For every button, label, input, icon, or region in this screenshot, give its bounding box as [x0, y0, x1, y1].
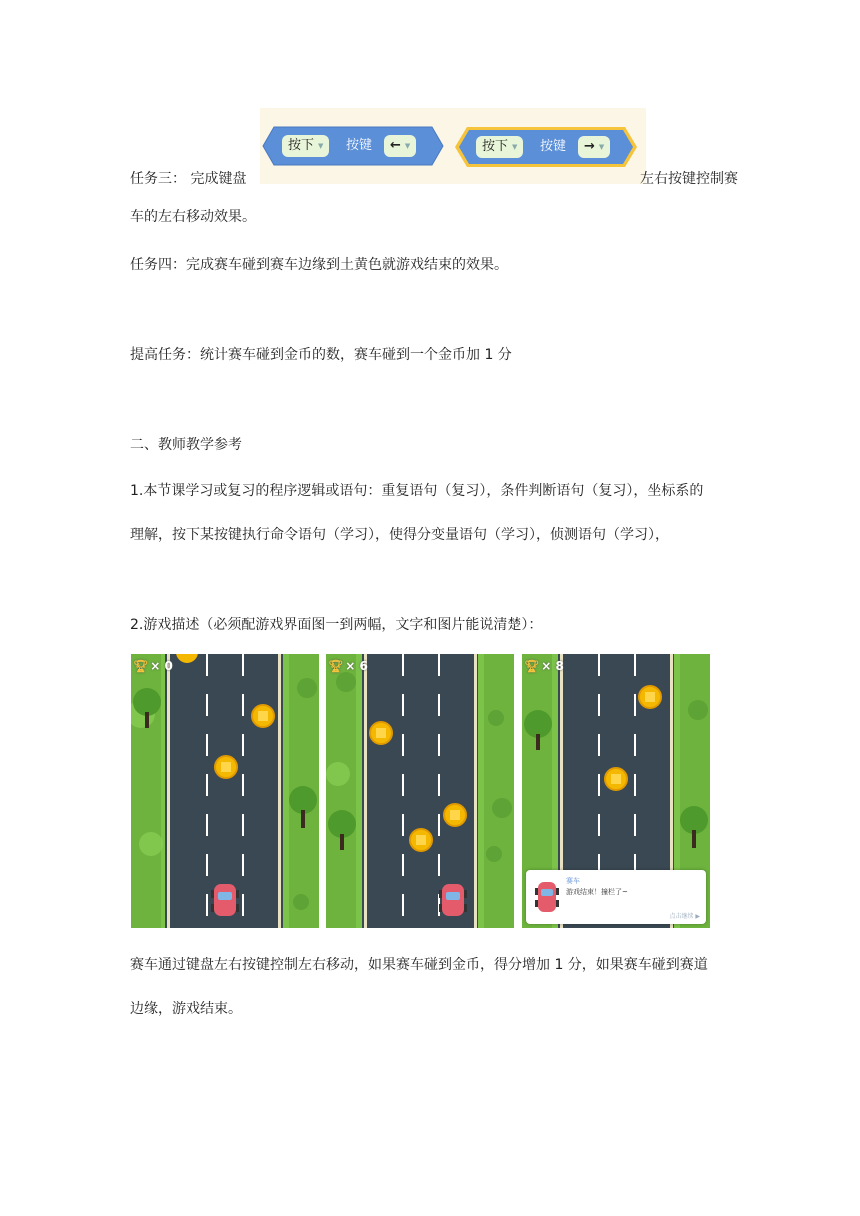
coin-icon	[215, 756, 237, 778]
key-text: 按键	[540, 139, 567, 154]
action-dropdown[interactable]: 按下 ▼	[476, 136, 523, 158]
game-screen-3	[522, 654, 710, 928]
trophy-icon: 🏆︎	[524, 659, 540, 673]
coin-icon	[410, 829, 432, 851]
task3-text-a: 任务三： 完成键盘	[130, 171, 247, 187]
task3-text-c: 车的左右移动效果。	[130, 209, 256, 225]
coin-icon	[639, 686, 661, 708]
dialog-message: 游戏结束！撞栏了~	[566, 888, 628, 896]
game-over-dialog[interactable]	[526, 870, 706, 924]
description-line1: 赛车通过键盘左右按键控制左右移动，如果赛车碰到金币，得分增加 1 分，如果赛车碰到赛道	[130, 957, 708, 973]
action-label: 按下	[288, 138, 315, 153]
coin-icon	[252, 705, 274, 727]
score-display	[524, 659, 564, 673]
speaker-name: 赛车	[566, 877, 580, 885]
score-value: × 0	[150, 659, 173, 673]
key-value: →	[584, 139, 595, 154]
key-right-block	[454, 126, 638, 168]
score-display	[133, 659, 173, 673]
item2-text: 2.游戏描述（必须配游戏界面图一到两幅，文字和图片能说清楚）：	[130, 617, 543, 633]
item1-line2: 理解，按下某按键执行命令语句（学习），使得分变量语句（学习），侦测语句（学习），	[130, 527, 669, 543]
key-dropdown[interactable]: ← ▼	[384, 135, 416, 157]
trophy-icon: 🏆︎	[133, 659, 149, 673]
continue-link[interactable]: 点击继续 ▶	[669, 913, 700, 920]
key-text: 按键	[346, 138, 373, 153]
task3-text-b: 左右按键控制赛	[640, 171, 738, 187]
car-icon	[211, 884, 239, 916]
car-icon	[439, 884, 467, 916]
key-dropdown[interactable]: → ▼	[578, 136, 610, 158]
key-left-block	[262, 126, 444, 166]
action-dropdown[interactable]: 按下 ▼	[282, 135, 329, 157]
key-value: ←	[390, 138, 401, 153]
coin-icon	[605, 768, 627, 790]
game-screen-1	[131, 654, 319, 928]
action-label: 按下	[482, 139, 509, 154]
description-line2: 边缘，游戏结束。	[130, 1001, 242, 1017]
advanced-task-text: 提高任务：统计赛车碰到金币的数，赛车碰到一个金币加 1 分	[130, 347, 512, 363]
car-icon	[534, 880, 560, 916]
score-value: × 6	[345, 659, 368, 673]
coin-icon	[444, 804, 466, 826]
score-display	[328, 659, 368, 673]
score-value: × 8	[541, 659, 564, 673]
section-heading: 二、教师教学参考	[130, 437, 242, 453]
game-screen-2	[326, 654, 514, 928]
coin-icon	[370, 722, 392, 744]
trophy-icon: 🏆︎	[328, 659, 344, 673]
item1-line1: 1.本节课学习或复习的程序逻辑或语句：重复语句（复习），条件判断语句（复习），坐标系的	[130, 483, 704, 499]
task4-text: 任务四：完成赛车碰到赛车边缘到土黄色就游戏结束的效果。	[130, 257, 508, 273]
